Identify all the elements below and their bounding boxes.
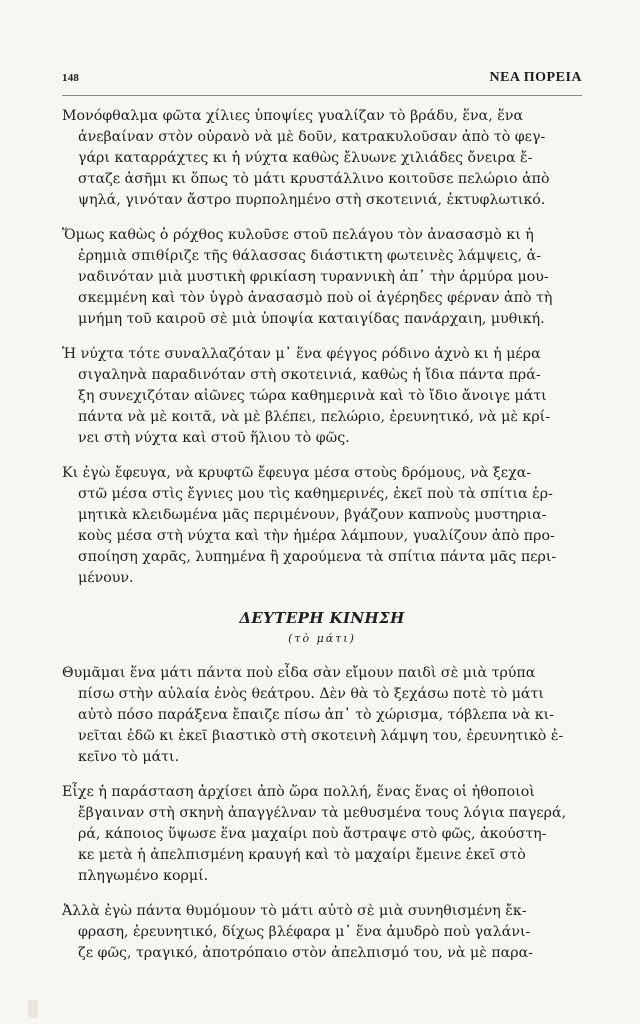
- section-title: ΔΕΥΤΕΡΗ ΚΙΝΗΣΗ: [239, 609, 405, 627]
- text-line: μνήμη τοῦ καιροῦ σὲ μιὰ ὑποψία καταιγίδας πανάρχαιη, μυθική.: [78, 311, 545, 327]
- text-line: Ἡ νύχτα τότε συναλλαζόταν μ᾿ ἕνα φέγγος ρόδινο ἀχνὸ κι ἡ μέρα: [62, 346, 541, 362]
- text-line: πίσω στὴν αὐλαία ἑνὸς θεάτρου. Δὲν θὰ τὸ ξεχάσω ποτὲ τὸ μάτι: [78, 686, 544, 702]
- paragraph: [62, 663, 582, 768]
- text-line: κε μετὰ ἡ ἀπελπισμένη κραυγή καὶ τὸ μαχαίρι ἔμεινε ἐκεῖ στὸ: [78, 847, 526, 863]
- text-line: γάρι καταρράχτες κι ἡ νύχτα καθὼς ἔλυωνε χιλιάδες ὄνειρα ἔ-: [78, 150, 533, 166]
- text-line: Εἶχε ἡ παράσταση ἀρχίσει ἀπὸ ὥρα πολλή, ἕνας ἕνας οἱ ἠθοποιοὶ: [62, 784, 535, 800]
- text-line: κεῖνο τὸ μάτι.: [78, 749, 180, 765]
- text-line: ψηλά, γινόταν ἄστρο πυρπολημένο στὴ σκοτεινιά, ἐκτυφλωτικό.: [78, 192, 546, 208]
- text-line: νεῖται ἐδῶ κι ἐκεῖ βιαστικὸ στὴ σκοτεινὴ λάμψη του, ἐρευνητικὸ ἐ-: [78, 728, 564, 744]
- text-line: πάντα νὰ μὲ κοιτᾶ, νὰ μὲ βλέπει, πελώριο, ἐρευνητικό, νὰ μὲ κρί-: [78, 409, 551, 425]
- paragraph: [62, 463, 582, 589]
- text-line: σποίηση χαρᾶς, λυπημένα ἢ χαρούμενα τὰ σπίτια πάντα μᾶς περι-: [78, 549, 557, 565]
- text-line: σκεμμένη καὶ τὸν ὑγρὸ ἀνασασμὸ ποὺ οἱ ἀγέρηδες φέρναν ἀπὸ τὴ: [78, 290, 553, 306]
- text-line: Ὅμως καθὼς ὁ ρόχθος κυλοῦσε στοῦ πελάγου τὸν ἀνασασμὸ κι ἡ: [62, 227, 534, 243]
- paragraph: [62, 901, 582, 964]
- text-line: ξη συνεχιζόταν αἰῶνες τώρα καθημερινὰ καὶ τὸ ἴδιο ἄνοιγε μάτι: [78, 388, 547, 404]
- section-subtitle: (τὸ μάτι): [288, 632, 356, 645]
- text-line: νει στὴ νύχτα καὶ στοῦ ἥλιου τὸ φῶς.: [78, 430, 350, 446]
- text-line: Ἀλλὰ ἐγὼ πάντα θυμόμουν τὸ μάτι αὐτὸ σὲ μιὰ συνηθισμένη ἔκ-: [62, 903, 527, 919]
- text-line: ἔβγαιναν στὴ σκηνὴ ἀπαγγέλναν τὰ μεθυσμένα τους λόγια παγερά,: [78, 805, 567, 821]
- text-line: ἀνεβαίναν στὸν οὐρανὸ νὰ μὲ δοῦν, κατρακυλοῦσαν ἀπὸ τὸ φεγ-: [78, 129, 546, 145]
- text-line: σταζε ἀσῆμι κι ὅπως τὸ μάτι κρυστάλλινο κοιτοῦσε πελώριο ἀπὸ: [78, 171, 550, 187]
- text-line: ρά, κάποιος ὕψωσε ἕνα μαχαίρι ποὺ ἄστραψε στὸ φῶς, ἀκούστη-: [78, 826, 547, 842]
- journal-title: ΝΕΑ ΠΟΡΕΙΑ: [489, 70, 582, 85]
- text-line: κοὺς μέσα στὴ νύχτα καὶ τὴν ἡμέρα λάμπουν, γυαλίζουν ἀπὸ προ-: [78, 528, 555, 544]
- text-line: ναδινόταν μιὰ μυστικὴ φρικίαση τυραννικὴ ἀπ᾿ τὴν ἁρμύρα μου-: [78, 269, 549, 285]
- text-line: Μονόφθαλμα φῶτα χίλιες ὑποψίες γυαλίζαν τὸ βράδυ, ἕνα, ἕνα: [62, 108, 524, 124]
- text-line: πληγωμένο κορμί.: [78, 868, 209, 884]
- text-line: φραση, ἐρευνητικό, δίχως βλέφαρα μ᾿ ἕνα ἀμυδρὸ ποὺ γαλάνι-: [78, 924, 531, 940]
- page-number: 148: [62, 72, 80, 84]
- header-divider: [62, 95, 582, 96]
- text-line: Κι ἐγὼ ἔφευγα, νὰ κρυφτῶ ἔφευγα μέσα στοὺς δρόμους, νὰ ξεχα-: [62, 465, 532, 481]
- page-header: [62, 70, 582, 88]
- text-line: ἐρημιὰ σπιθίριζε τῆς θάλασσας διάστικτη φωτεινὲς λάμψεις, ἀ-: [78, 248, 541, 264]
- text-line: σιγαληνὰ παραδινόταν στὴ σκοτεινιά, καθὼς ἡ ἴδια πάντα πρά-: [78, 367, 541, 383]
- scan-artifact: [28, 1000, 38, 1018]
- text-line: στῶ μέσα στὶς ἔγνιες μου τὶς καθημερινές, ἐκεῖ ποὺ τὰ σπίτια ἑρ-: [78, 486, 553, 502]
- text-line: αὐτὸ πόσο παράξενα ἔπαιζε πίσω ἀπ᾿ τὸ χώρισμα, τόβλεπα νὰ κι-: [78, 707, 554, 723]
- text-line: μένουν.: [78, 570, 134, 586]
- paragraph: [62, 106, 582, 211]
- text-line: Θυμᾶμαι ἕνα μάτι πάντα ποὺ εἶδα σὰν εἴμουν παιδὶ σὲ μιὰ τρύπα: [62, 665, 536, 681]
- paragraph: [62, 782, 582, 887]
- document-page: [62, 70, 582, 978]
- paragraph: [62, 225, 582, 330]
- text-line: μητικὰ κλειδωμένα μᾶς περιμένουν, βγάζουν καπνοὺς μυστηρια-: [78, 507, 547, 523]
- text-line: ζε φῶς, τραγικό, ἀποτρόπαιο στὸν ἀπελπισμό του, νὰ μὲ παρα-: [78, 945, 533, 961]
- paragraph: [62, 344, 582, 449]
